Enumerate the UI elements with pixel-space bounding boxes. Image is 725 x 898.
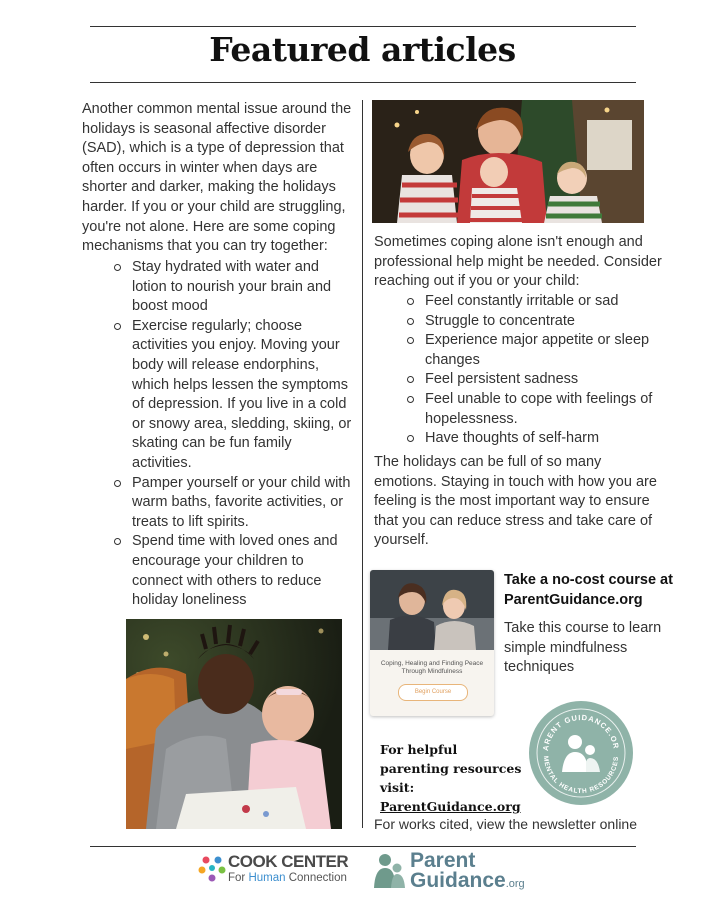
course-card-title: Coping, Healing and Finding Peace Through Mindfulness xyxy=(380,660,484,675)
help-resources-text xyxy=(380,740,530,816)
left-intro-paragraph: Another common mental issue around the holidays is seasonal affective disorder (SAD), which is a type of depression that often occurs in winter when days are shorter and darker, making the holidays harder. If you or your child are struggling, you're not alone. Here are some coping mechanisms that you can try together: xyxy=(82,101,352,255)
list-item: Struggle to concentrate xyxy=(405,312,675,332)
top-rule xyxy=(90,26,636,27)
footer-rule xyxy=(90,846,636,847)
list-item: Feel constantly irritable or sad xyxy=(405,292,675,312)
list-item: Exercise regularly; choose activities you enjoy. Moving your body will release endorphins, which helps lessen the symptoms of depression. If you live in a cold or snowy area, sledding, skiing, or skating can be fun family activities. xyxy=(112,317,352,474)
seal-top-text: ARENT GUIDANCE.OR xyxy=(540,712,621,752)
cook-center-logo[interactable] xyxy=(198,852,358,888)
title-rule xyxy=(90,82,636,83)
warning-signs-list xyxy=(405,292,675,449)
cook-center-tagline: For Human Connection xyxy=(228,872,347,884)
cook-center-name: COOK CENTER xyxy=(228,852,349,871)
list-item: Spend time with loved ones and encourage your children to connect with others to reduce holiday loneliness xyxy=(112,532,352,610)
seal-bottom-text: MENTAL HEALTH RESOURCES xyxy=(541,755,621,796)
course-card[interactable] xyxy=(370,570,494,716)
list-item: Feel persistent sadness xyxy=(405,370,675,390)
list-item: Feel unable to cope with feelings of hopelessness. xyxy=(405,390,675,429)
cook-center-people-icon xyxy=(198,854,226,884)
list-item: Stay hydrated with water and lotion to nourish your brain and boost mood xyxy=(112,258,352,317)
right-intro-paragraph: Sometimes coping alone isn't enough and professional help might be needed. Consider reaching out if you or your child: xyxy=(374,234,662,290)
parentguidance-seal xyxy=(528,700,634,806)
parent-with-baby-photo xyxy=(126,619,342,829)
parentguidance-family-icon xyxy=(372,852,406,890)
list-item: Experience major appetite or sleep changes xyxy=(405,331,675,370)
works-cited-note: For works cited, view the newsletter online xyxy=(374,816,637,832)
parentguidance-word-parent: Parent xyxy=(410,849,476,872)
right-outro-paragraph: The holidays can be full of so many emotions. Staying in touch with how you are feeling is the most important way to ensure that you can reduce stress and take care of yourself. xyxy=(374,454,657,549)
family-christmas-photo xyxy=(372,100,644,223)
page-title: Featured articles xyxy=(209,30,516,69)
cta-heading: Take a no-cost course at ParentGuidance.org xyxy=(504,572,673,608)
column-divider xyxy=(362,100,363,828)
parentguidance-logo[interactable] xyxy=(372,850,542,894)
cta-body: Take this course to learn simple mindfulness techniques xyxy=(504,620,662,676)
coping-mechanisms-list xyxy=(112,258,352,611)
begin-course-button[interactable]: Begin Course xyxy=(398,684,468,701)
course-card-photo xyxy=(370,570,494,650)
list-item: Have thoughts of self-harm xyxy=(405,429,675,449)
parentguidance-link[interactable]: ParentGuidance.org xyxy=(380,799,521,814)
parentguidance-word-guidance: Guidance.org xyxy=(410,869,525,892)
list-item: Pamper yourself or your child with warm baths, favorite activities, or treats to lift spirits. xyxy=(112,474,352,533)
help-label: For helpful parenting resources visit: xyxy=(380,742,522,795)
